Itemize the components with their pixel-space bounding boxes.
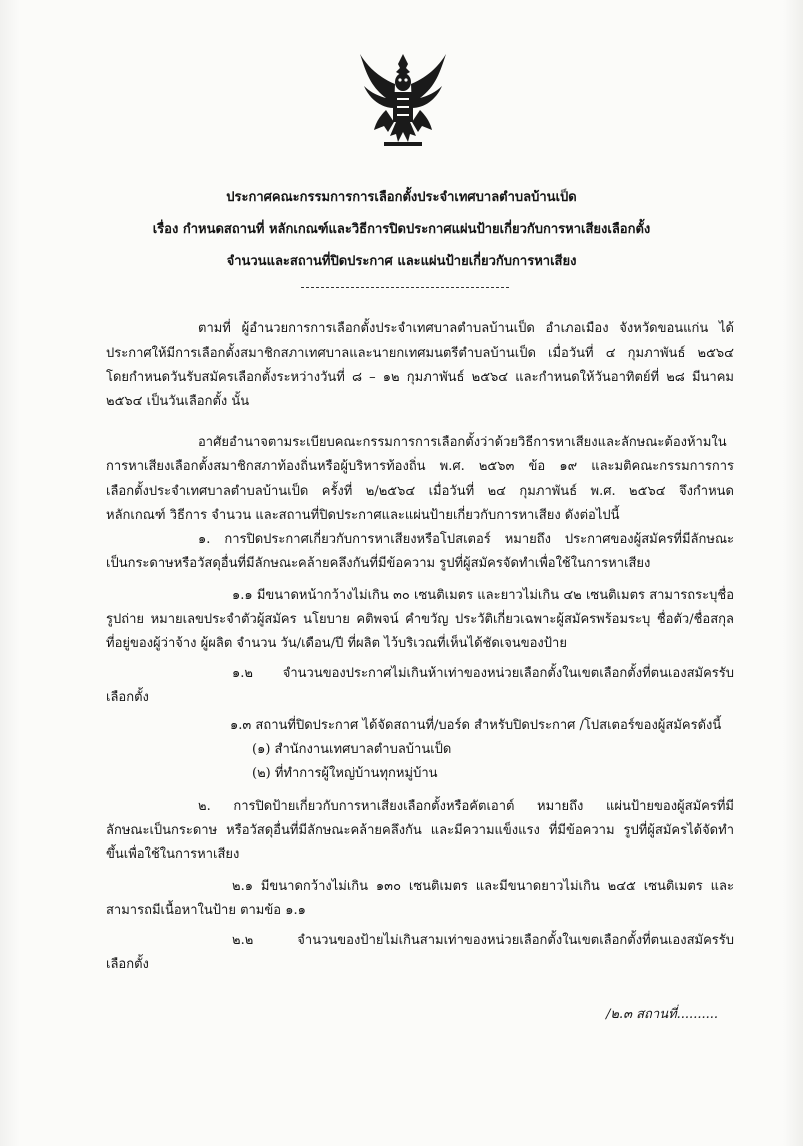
paragraph-line: เลือกตั้ง [106,690,149,705]
clause-2-2: ๒.๒ จำนวนของป้ายไม่เกินสามเท่าของหน่วยเลือกตั้งในเขตเลือกตั้งที่ตนเองสมัครรับ [232,933,734,948]
clause-1-1: ๑.๑ มีขนาดหน้ากว้างไม่เกิน ๓๐ เซนติเมตร และยาวไม่เกิน ๔๒ เซนติเมตร สามารถระบุชื่อ [232,588,734,603]
paragraph-line: ตามที่ ผู้อำนวยการการเลือกตั้งประจำเทศบาลตำบลบ้านเป็ด อำเภอเมือง จังหวัดขอนแก่น ได้ [198,321,734,336]
garuda-emblem [356,50,450,154]
paragraph-line: หลักเกณฑ์ วิธีการ จำนวน และสถานที่ปิดประกาศและแผ่นป้ายเกี่ยวกับการหาเสียง ดังต่อไปนี้ [106,508,620,523]
paragraph-line: โดยกำหนดวันรับสมัครเลือกตั้งระหว่างวันที่ ๘ – ๑๒ กุมภาพันธ์ ๒๕๖๔ และกำหนดให้วันอาทิตย์ที่ ๒๘ มีนาคม [106,370,734,385]
location-item-1: (๑) สำนักงานเทศบาลตำบลบ้านเป็ด [252,742,452,757]
clause-2-1: ๒.๑ มีขนาดกว้างไม่เกิน ๑๓๐ เซนติเมตร และมีขนาดยาวไม่เกิน ๒๔๕ เซนติเมตร และ [232,879,734,894]
announcement-subject: เรื่อง กำหนดสถานที่ หลักเกณฑ์และวิธีการปิดประกาศแผ่นป้ายเกี่ยวกับการหาเสียงเลือกตั้ง [152,222,651,237]
title-divider [301,287,509,288]
paragraph-line: ลักษณะเป็นกระดาษ หรือวัสดุอื่นที่มีลักษณะคล้ายคลึงกัน และมีความแข็งแรง ที่มีข้อความ รูปที่ผู้สมัครได้จัดทำ [106,823,734,838]
paragraph-line: การหาเสียงเลือกตั้งสมาชิกสภาท้องถิ่นหรือผู้บริหารท้องถิ่น พ.ศ. ๒๕๖๓ ข้อ ๑๙ และมติคณะกรรมการการ [106,459,734,474]
clause-1-2: ๑.๒ จำนวนของประกาศไม่เกินห้าเท่าของหน่วยเลือกตั้งในเขตเลือกตั้งที่ตนเองสมัครรับ [232,666,734,681]
paragraph-line: ประกาศให้มีการเลือกตั้งสมาชิกสภาเทศบาลและนายกเทศมนตรีตำบลบ้านเป็ด เมื่อวันที่ ๔ กุมภาพันธ์ ๒๕๖๔ [106,346,734,361]
paragraph-line: เลือกตั้งประจำเทศบาลตำบลบ้านเป็ด ครั้งที่ ๒/๒๕๖๔ เมื่อวันที่ ๒๔ กุมภาพันธ์ พ.ศ. ๒๕๖๔ จึงกำหนด [106,484,734,499]
location-item-2: (๒) ที่ทำการผู้ใหญ่บ้านทุกหมู่บ้าน [252,766,438,781]
paragraph-line: รูปถ่าย หมายเลขประจำตัวผู้สมัคร นโยบาย คติพจน์ คำขวัญ ประวัติเกี่ยวเฉพาะผู้สมัครพร้อมระบุ ชื่อตัว/ชื่อสกุล [106,612,734,627]
paragraph-line: ที่อยู่ของผู้ว่าจ้าง ผู้ผลิต จำนวน วัน/เดือน/ปี ที่ผลิต ไว้บริเวณที่เห็นได้ชัดเจนของป้าย [106,636,567,651]
clause-1-3: ๑.๓ สถานที่ปิดประกาศ ได้จัดสถานที่/บอร์ด สำหรับปิดประกาศ /โปสเตอร์ของผู้สมัครดังนี้ [230,718,722,733]
paragraph-line: ขึ้นเพื่อใช้ในการหาเสียง [106,847,240,862]
paragraph-line: เลือกตั้ง [106,957,149,972]
announcement-subject-continued: จำนวนและสถานที่ปิดประกาศ และแผ่นป้ายเกี่ยวกับการหาเสียง [226,254,577,269]
paragraph-line: เป็นกระดาษหรือวัสดุอื่นที่มีลักษณะคล้ายคลึงกันที่มีข้อความ รูปที่ผู้สมัครจัดทำเพื่อใช้ในการหาเสียง [106,556,651,571]
section-2-heading: ๒. การปิดป้ายเกี่ยวกับการหาเสียงเลือกตั้งหรือคัตเอาต์ หมายถึง แผ่นป้ายของผู้สมัครที่มี [198,799,734,814]
paragraph-line: สามารถมีเนื้อหาในป้าย ตามข้อ ๑.๑ [106,903,306,918]
paragraph-line: ๒๕๖๔ เป็นวันเลือกตั้ง นั้น [106,394,250,409]
continued-marker: /๒.๓ สถานที่.......... [606,1007,718,1022]
paragraph-line: อาศัยอำนาจตามระเบียบคณะกรรมการการเลือกตั้งว่าด้วยวิธีการหาเสียงและลักษณะต้องห้ามใน [198,435,727,450]
section-1-heading: ๑. การปิดประกาศเกี่ยวกับการหาเสียงหรือโปสเตอร์ หมายถึง ประกาศของผู้สมัครที่มีลักษณะ [198,532,734,547]
announcement-title: ประกาศคณะกรรมการการเลือกตั้งประจำเทศบาลตำบลบ้านเป็ด [226,190,577,205]
